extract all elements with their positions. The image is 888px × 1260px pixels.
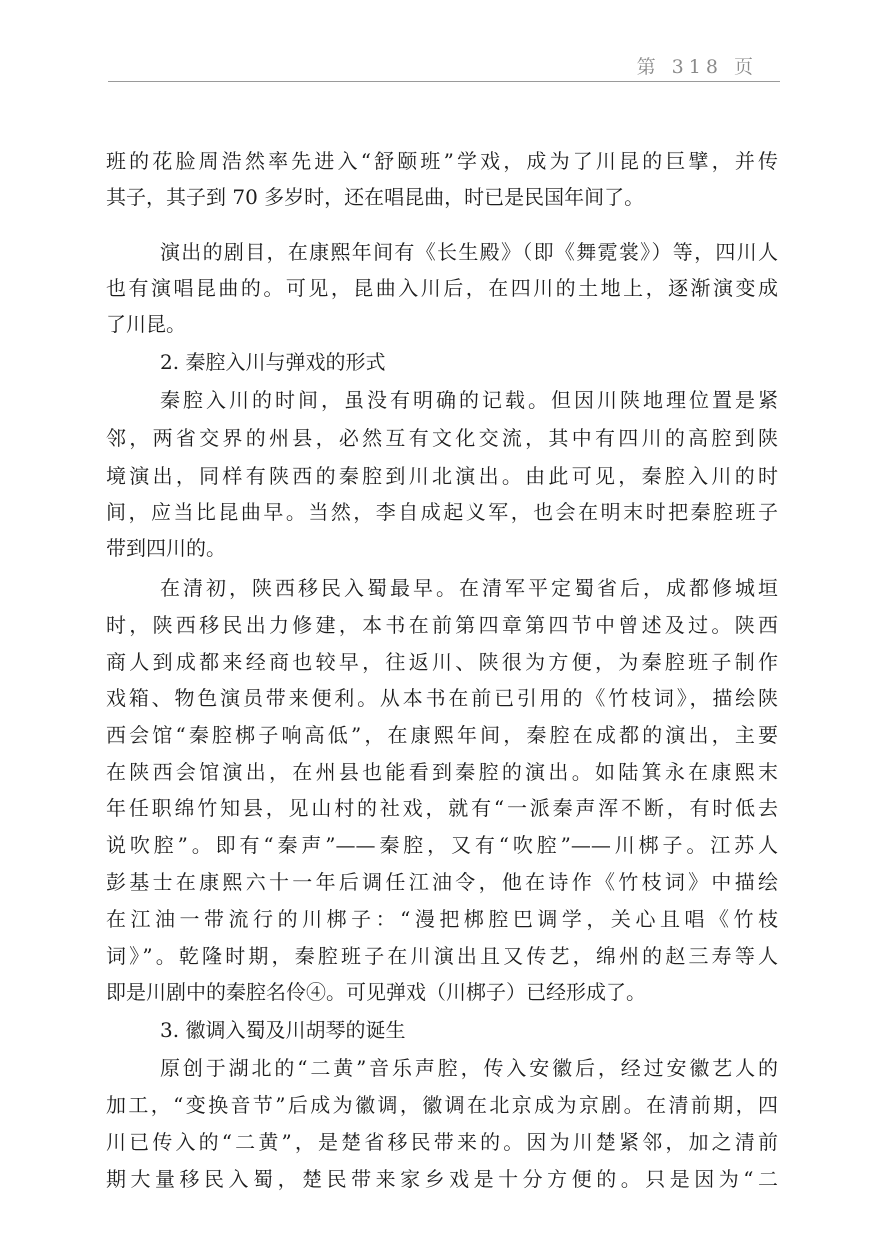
text-line: 原创于湖北的“二黄”音乐声腔，传入安徽后，经过安徽艺人的 xyxy=(160,1056,778,1080)
text-line: 间，应当比昆曲早。当然，李自成起义军，也会在明末时把秦腔班子 xyxy=(106,500,778,524)
text-line: 秦腔入川的时间，虽没有明确的记载。但因川陕地理位置是紧 xyxy=(160,388,778,412)
text-line: 也有演唱昆曲的。可见，昆曲入川后，在四川的土地上，逐渐演变成 xyxy=(106,276,778,300)
text-line: 即是川剧中的秦腔名伶④。可见弹戏（川梆子）已经形成了。 xyxy=(106,980,646,1004)
text-line: 期大量移民入蜀，楚民带来家乡戏是十分方便的。只是因为“二 xyxy=(106,1167,778,1191)
text-line: 在清初，陕西移民入蜀最早。在清军平定蜀省后，成都修城垣 xyxy=(160,576,778,600)
text-line: 说吹腔”。即有“秦声”——秦腔，又有“吹腔”——川梆子。江苏人 xyxy=(106,833,778,857)
text-line: 邻，两省交界的州县，必然互有文化交流，其中有四川的高腔到陕 xyxy=(106,426,778,450)
text-line: 演出的剧目，在康熙年间有《长生殿》（即《舞霓裳》）等，四川人 xyxy=(160,240,778,264)
text-line: 境演出，同样有陕西的秦腔到川北演出。由此可见，秦腔入川的时 xyxy=(106,464,778,488)
text-line: 商人到成都来经商也较早，往返川、陕很为方便，为秦腔班子制作 xyxy=(106,650,778,674)
text-line: 川已传入的“二黄”，是楚省移民带来的。因为川楚紧邻，加之清前 xyxy=(106,1130,778,1154)
text-line: 词》”。乾隆时期，秦腔班子在川演出且又传艺，绵州的赵三寿等人 xyxy=(106,944,778,968)
text-line: 在江油一带流行的川梆子：“漫把梆腔巴调学，关心且唱《竹枝 xyxy=(106,907,778,931)
section-heading: 2. 秦腔入川与弹戏的形式 xyxy=(160,350,386,374)
text-line: 时，陕西移民出力修建，本书在前第四章第四节中曾述及过。陕西 xyxy=(106,613,778,637)
text-line: 年任职绵竹知县，见山村的社戏，就有“一派秦声浑不断，有时低去 xyxy=(106,796,778,820)
text-line: 彭基士在康熙六十一年后调任江油令，他在诗作《竹枝词》中描绘 xyxy=(106,870,778,894)
section-heading: 3. 徽调入蜀及川胡琴的诞生 xyxy=(160,1018,406,1042)
text-line: 班的花脸周浩然率先进入“舒颐班”学戏，成为了川昆的巨擘，并传 xyxy=(106,149,778,173)
text-line: 西会馆“秦腔梆子响高低”，在康熙年间，秦腔在成都的演出，主要 xyxy=(106,723,778,747)
text-line: 其子，其子到 70 多岁时，还在唱昆曲，时已是民国年间了。 xyxy=(106,185,645,209)
text-line: 戏箱、物色演员带来便利。从本书在前已引用的《竹枝词》，描绘陕 xyxy=(106,686,778,710)
text-line: 加工，“变换音节”后成为徽调，徽调在北京成为京剧。在清前期，四 xyxy=(106,1093,778,1117)
page-number: 第 318 页 xyxy=(636,56,758,78)
text-line: 了川昆。 xyxy=(106,312,186,336)
text-line: 带到四川的。 xyxy=(106,536,226,560)
text-line: 在陕西会馆演出，在州县也能看到秦腔的演出。如陆箕永在康熙末 xyxy=(106,760,778,784)
